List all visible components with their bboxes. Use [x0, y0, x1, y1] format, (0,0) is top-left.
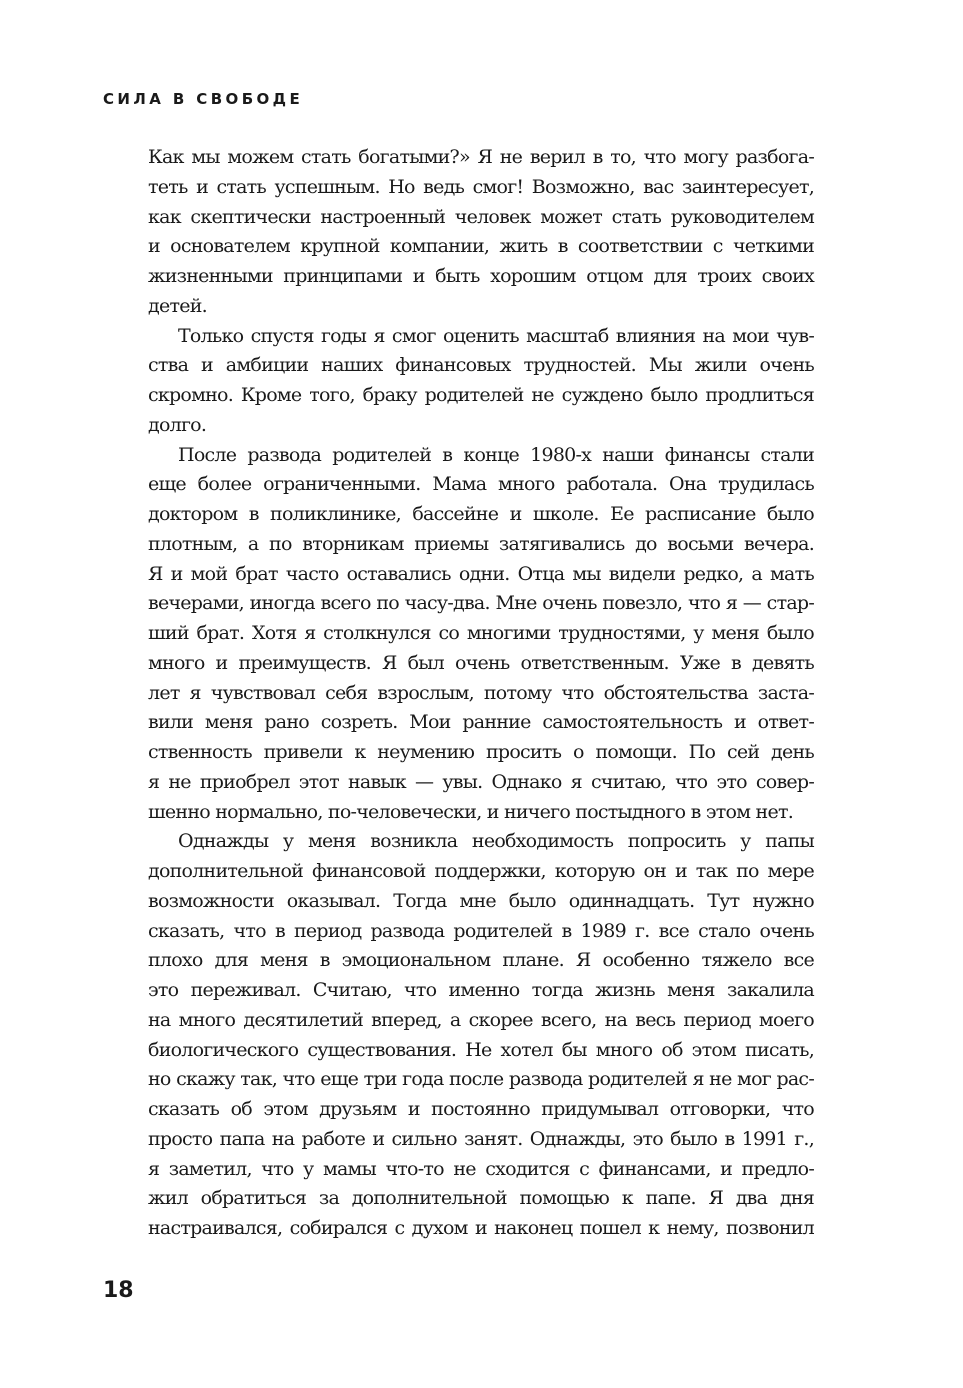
text-line: настраивался, собирался с духом и наконец пошел к нему, позвонил: [148, 1217, 814, 1239]
running-title: СИЛА В СВОБОДЕ: [103, 90, 304, 108]
text-line: сказать об этом друзьям и постоянно придумывал отговорки, что: [148, 1098, 814, 1120]
text-line: и основателем крупной компании, жить в соответствии с четкими: [148, 235, 814, 258]
text-line: плохо для меня в эмоциональном плане. Я особенно тяжело все: [148, 949, 814, 972]
text-line: шенно нормально, по-человечески, и ничего постыдного в этом нет.: [148, 800, 794, 823]
text-line: дополнительной финансовой поддержки, которую он и так по мере: [148, 860, 814, 882]
text-line: я заметил, что у мамы что-то не сходится с финансами, и предло-: [148, 1157, 814, 1180]
text-line: на много десятилетий вперед, а скорее всего, на весь период моего: [148, 1008, 814, 1031]
text-line: биологического существования. Не хотел бы много об этом писать,: [148, 1038, 814, 1061]
text-line: ший брат. Хотя я столкнулся со многими трудностями, у меня было: [148, 622, 814, 644]
text-line: ства и амбиции наших финансовых трудностей. Мы жили очень: [148, 354, 814, 377]
text-line: Однажды у меня возникла необходимость попросить у папы: [178, 830, 814, 853]
text-line: вили меня рано созреть. Мои ранние самостоятельность и ответ-: [148, 711, 814, 734]
text-line: я не приобрел этот навык — увы. Однако я считаю, что это совер-: [148, 770, 814, 793]
text-line: скромно. Кроме того, браку родителей не суждено было продлиться: [148, 384, 814, 406]
page-number: 18: [103, 1278, 134, 1303]
text-line: вечерами, иногда всего по часу-два. Мне очень повезло, что я — стар-: [148, 592, 814, 615]
text-line: Я и мой брат часто оставались одни. Отца мы видели редко, а мать: [148, 562, 814, 585]
text-line: долго.: [148, 413, 207, 436]
text-line: доктором в поликлинике, бассейне и школе. Ее расписание было: [148, 503, 814, 525]
text-line: ственность привели к неумению просить о помощи. По сей день: [148, 741, 814, 763]
text-line: Как мы можем стать богатыми?» Я не верил в то, что могу разбога-: [148, 146, 814, 168]
text-line: жизненными принципами и быть хорошим отцом для троих своих: [148, 265, 814, 287]
text-line: еще более ограниченными. Мама много работала. Она трудилась: [148, 473, 814, 496]
text-line: теть и стать успешным. Но ведь смог! Возможно, вас заинтересует,: [148, 175, 814, 198]
text-line: возможности оказывал. Тогда мне было одиннадцать. Тут нужно: [148, 889, 814, 912]
text-line: Только спустя годы я смог оценить масштаб влияния на мои чув-: [178, 324, 814, 347]
text-line: После развода родителей в конце 1980-х наши финансы стали: [178, 443, 814, 466]
text-line: сказать, что в период развода родителей в 1989 г. все стало очень: [148, 919, 814, 942]
text-line: лет я чувствовал себя взрослым, потому что обстоятельства заста-: [148, 681, 814, 704]
text-line: детей.: [148, 294, 207, 317]
text-line: жил обратиться за дополнительной помощью к папе. Я два дня: [148, 1187, 814, 1210]
text-line: просто папа на работе и сильно занят. Однажды, это было в 1991 г.,: [148, 1127, 814, 1150]
body-text: [148, 143, 814, 1244]
text-line: это переживал. Считаю, что именно тогда жизнь меня закалила: [148, 979, 814, 1001]
text-line: но скажу так, что еще три года после развода родителей я не мог рас-: [148, 1068, 814, 1091]
text-line: как скептически настроенный человек может стать руководителем: [148, 205, 814, 228]
text-line: много и преимуществ. Я был очень ответственным. Уже в девять: [148, 651, 814, 674]
text-line: плотным, а по вторникам приемы затягивались до восьми вечера.: [148, 532, 814, 555]
